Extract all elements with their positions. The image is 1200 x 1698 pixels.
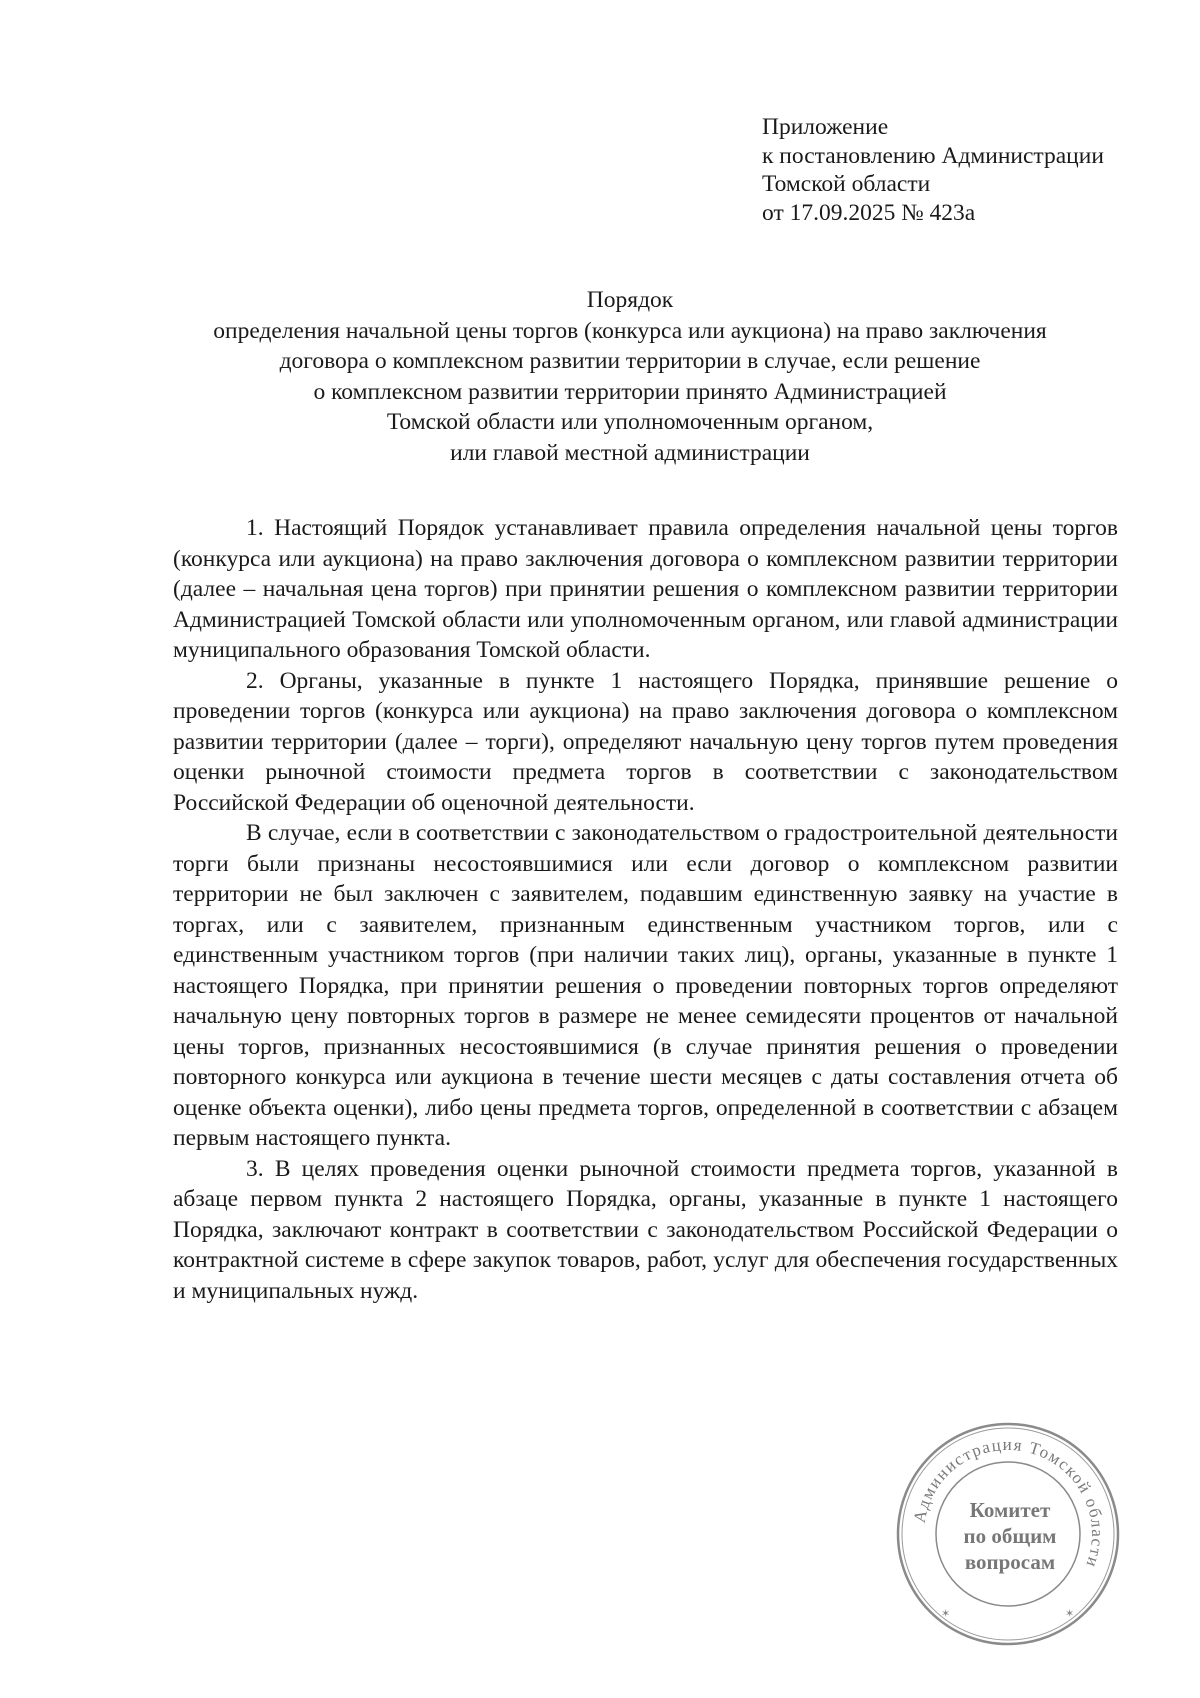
- paragraph-2-continued: В случае, если в соответствии с законодательством о градостроительной деятельности торги были признаны несостоявшимися или если договор о комплексном развитии территории не был заключен с заявителем, подавшим единственную заявку на участие в торгах, или с заявителем, признанным единственным участником торгов, или с единственным участником торгов (при наличии таких лиц), органы, указанные в пункте 1 настоящего Порядка, при принятии решения о проведении повторных торгов определяют начальную цену повторных торгов в размере не менее семидесяти процентов от начальной цены торгов, признанных несостоявшимися (в случае принятия решения о проведении повторного конкурса или аукциона в течение шести месяцев с даты составления отчета об оценке объекта оценки), либо цены предмета торгов, определенной в соответствии с абзацем первым настоящего пункта.: [173, 820, 1118, 1151]
- document-title: [150, 285, 1110, 468]
- title-line: о комплексном развитии территории принято Администрацией: [313, 378, 947, 405]
- seal-center-line: вопросам: [964, 1550, 1056, 1574]
- seal-ring-text: Администрация Томской области: [909, 1434, 1108, 1571]
- title-line: или главой местной администрации: [450, 439, 810, 466]
- appendix-block: [762, 113, 1104, 227]
- title-line: договора о комплексном развитии территории в случае, если решение: [279, 348, 981, 374]
- seal-star-icon: ✶: [1065, 1607, 1075, 1620]
- appendix-line: к постановлению Администрации: [762, 142, 1104, 169]
- official-seal-stamp: [893, 1419, 1123, 1649]
- title-line: Томской области или уполномоченным органом,: [386, 409, 874, 435]
- seal-center-line: по общим: [963, 1524, 1057, 1548]
- paragraph-2: 2. Органы, указанные в пункте 1 настоящего Порядка, принявшие решение о проведении торгов (конкурса или аукциона) на право заключения договора о комплексном развитии территории (далее – торги), определяют начальную цену торгов путем проведения оценки рыночной стоимости предмета торгов в соответствии с законодательством Российской Федерации об оценочной деятельности.: [173, 667, 1118, 816]
- paragraph-1: 1. Настоящий Порядок устанавливает правила определения начальной цены торгов (конкурса или аукциона) на право заключения договора о комплексном развитии территории (далее – начальная цена торгов) при принятии решения о комплексном развитии территории Администрацией Томской области или уполномоченным органом, или главой администрации муниципального образования Томской области.: [173, 515, 1118, 663]
- appendix-line: Приложение: [762, 114, 889, 140]
- seal-graphic: [893, 1419, 1123, 1649]
- title-line: определения начальной цены торгов (конкурса или аукциона) на право заключения: [213, 317, 1047, 344]
- document-body: [173, 513, 1118, 1306]
- appendix-line: Томской области: [762, 171, 931, 197]
- seal-star-icon: ✶: [941, 1607, 951, 1620]
- seal-center-line: Комитет: [969, 1498, 1051, 1522]
- paragraph-3: 3. В целях проведения оценки рыночной стоимости предмета торгов, указанной в абзаце первом пункта 2 настоящего Порядка, органы, указанные в пункте 1 настоящего Порядка, заключают контракт в соответствии с законодательством Российской Федерации о контрактной системе в сфере закупок товаров, работ, услуг для обеспечения государственных и муниципальных нужд.: [173, 1155, 1118, 1304]
- title-heading: Порядок: [586, 287, 674, 313]
- appendix-date-number: от 17.09.2025 № 423а: [762, 199, 976, 226]
